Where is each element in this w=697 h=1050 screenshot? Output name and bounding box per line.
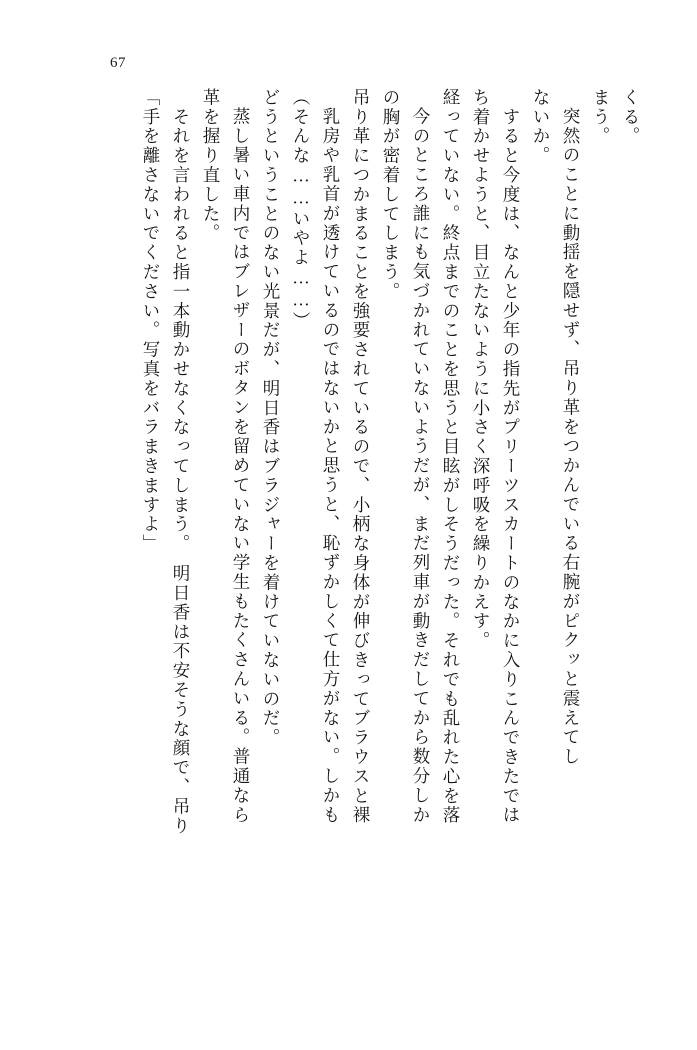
text-column: くる。: [621, 88, 641, 147]
text-column: それを言われると指一本動かせなくなってしまう。 明日香は不安そうな顔で、吊り: [171, 88, 191, 836]
text-column-with-ruby: 経っていない。終点までのことを思うと目眩がしそうだった。それでも乱れた心を落: [441, 88, 461, 826]
text-column: の胸が密着してしまう。: [381, 88, 401, 302]
text-column: 蒸し暑い車内ではブレザーのボタンを留めていない学生もたくさんいる。普通なら: [231, 107, 251, 825]
text-column: 革を握り直した。: [201, 88, 221, 244]
text-column: （そんな……いやよ……）: [291, 88, 311, 331]
page-number: 67: [110, 55, 126, 71]
text-column: まう。: [591, 88, 611, 147]
text-column: 今のところ誰にも気づかれていないようだが、まだ列車が動きだしてから数分しか: [411, 107, 431, 825]
text-column: ないか。: [531, 88, 551, 166]
text-column: 乳房や乳首が透けているのではないかと思うと、恥ずかしくて仕方がない。しかも: [321, 107, 341, 825]
text-column: どうということのない光景だが、明日香はブラジャーを着けていないのだ。: [261, 88, 281, 748]
text-column: ち着かせようと、目立たないように小さく深呼吸を繰りかえす。: [471, 88, 491, 651]
text-column: 突然のことに動揺を隠せず、吊り革をつかんでいる右腕がピクッと震えてし: [561, 107, 581, 767]
text-column: すると今度は、なんと少年の指先がプリーツスカートのなかに入りこんできたでは: [501, 88, 521, 826]
vertical-text-body: [129, 88, 639, 960]
text-column: 「手を離さないでください。写真をバラまきますよ」: [141, 88, 161, 554]
text-column: 吊り革につかまることを強要されているので、小柄な身体が伸びきってブラウスと裸: [351, 88, 371, 826]
